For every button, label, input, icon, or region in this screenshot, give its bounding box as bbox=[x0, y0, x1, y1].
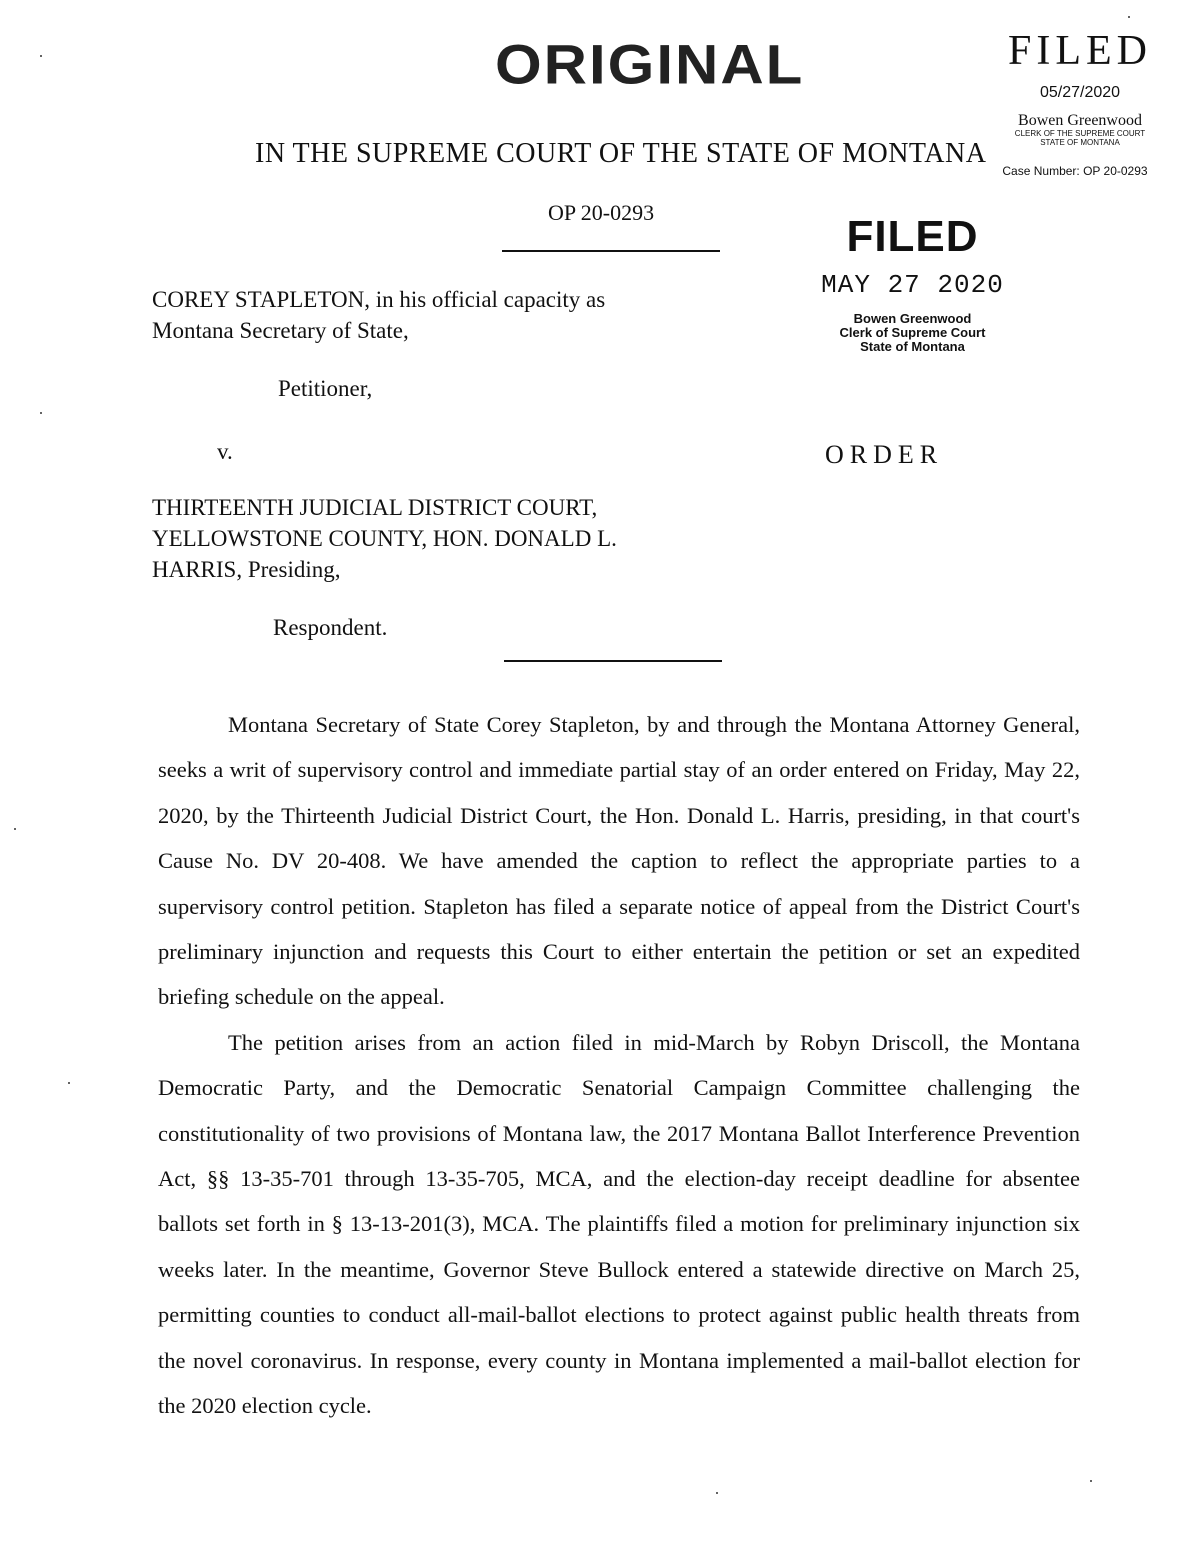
respondent-line1: THIRTEENTH JUDICIAL DISTRICT COURT, bbox=[152, 495, 598, 520]
respondent-role: Respondent. bbox=[273, 615, 388, 640]
respondent-line2: YELLOWSTONE COUNTY, HON. DONALD L. bbox=[152, 526, 617, 551]
clerk-title-line1: CLERK OF THE SUPREME COURT bbox=[1014, 129, 1146, 138]
clerk-name: Bowen Greenwood bbox=[1018, 112, 1142, 129]
respondent-name bbox=[152, 492, 617, 585]
electronic-filed-stamp bbox=[1002, 28, 1155, 178]
scan-speck bbox=[40, 55, 42, 57]
petitioner-line1: COREY STAPLETON, in his official capacity as bbox=[152, 287, 606, 312]
case-number: OP 20-0293 bbox=[548, 200, 655, 225]
versus: v. bbox=[217, 439, 233, 464]
petitioner-name bbox=[152, 284, 605, 346]
scan-speck bbox=[14, 828, 16, 830]
stamp-filed-label: FILED bbox=[846, 212, 979, 261]
stamp-clerk-line1: Bowen Greenwood bbox=[853, 311, 972, 326]
case-number-label: Case Number: OP 20-0293 bbox=[1002, 163, 1148, 178]
paragraph-1: Montana Secretary of State Corey Stapleton, by and through the Montana Attorney General, seeks a writ of supervisory control and immediate partial stay of an order entered on Friday, May 22, 2020, by the Thirteenth Judicial District Court, the Hon. Donald L. Harris, presiding, in that court's Cause No. DV 20-408. We have amended the caption to reflect the appropriate parties to a supervisory control petition. Stapleton has filed a separate notice of appeal from the District Court's preliminary injunction and requests this Court to either entertain the petition or set an expedited briefing schedule on the appeal. bbox=[158, 712, 1080, 1010]
paragraph-2: The petition arises from an action filed in mid-March by Robyn Driscoll, the Montana Democratic Party, and the Democratic Senatorial Campaign Committee challenging the constitutionality of two provisions of Montana law, the 2017 Montana Ballot Interference Prevention Act, §§ 13-35-701 through 13-35-705, MCA, and the election-day receipt deadline for absentee ballots set forth in § 13-13-201(3), MCA. The plaintiffs filed a motion for preliminary injunction six weeks later. In the meantime, Governor Steve Bullock entered a statewide directive on March 25, permitting counties to conduct all-mail-ballot elections to protect against public health threats from the novel coronavirus. In response, every county in Montana implemented a mail-ballot election for the 2020 election cycle. bbox=[158, 1029, 1080, 1419]
petitioner-line2: Montana Secretary of State, bbox=[152, 318, 409, 343]
court-title: IN THE SUPREME COURT OF THE STATE OF MONTANA bbox=[255, 138, 987, 169]
respondent-line3: HARRIS, Presiding, bbox=[152, 557, 341, 582]
stamp-clerk-line3: State of Montana bbox=[860, 339, 965, 354]
scan-speck bbox=[1090, 1480, 1092, 1482]
petitioner-role: Petitioner, bbox=[278, 376, 373, 401]
original-stamp: ORIGINAL bbox=[495, 33, 805, 96]
scan-speck bbox=[1128, 16, 1130, 18]
scan-speck bbox=[716, 1492, 718, 1494]
order-body bbox=[158, 702, 1080, 1429]
clerk-title-line2: STATE OF MONTANA bbox=[1040, 137, 1120, 147]
stamp-filed-date: MAY 27 2020 bbox=[821, 270, 1004, 300]
caption-rule-bottom bbox=[504, 660, 722, 662]
court-filed-stamp bbox=[805, 212, 1020, 354]
scan-speck bbox=[68, 1082, 70, 1084]
order-title: ORDER bbox=[825, 440, 944, 469]
caption-rule-top bbox=[502, 250, 720, 252]
scan-speck bbox=[40, 412, 42, 414]
stamp-clerk-line2: Clerk of Supreme Court bbox=[839, 325, 986, 340]
filed-date: 05/27/2020 bbox=[1039, 84, 1121, 101]
filed-label: FILED bbox=[1008, 28, 1152, 74]
